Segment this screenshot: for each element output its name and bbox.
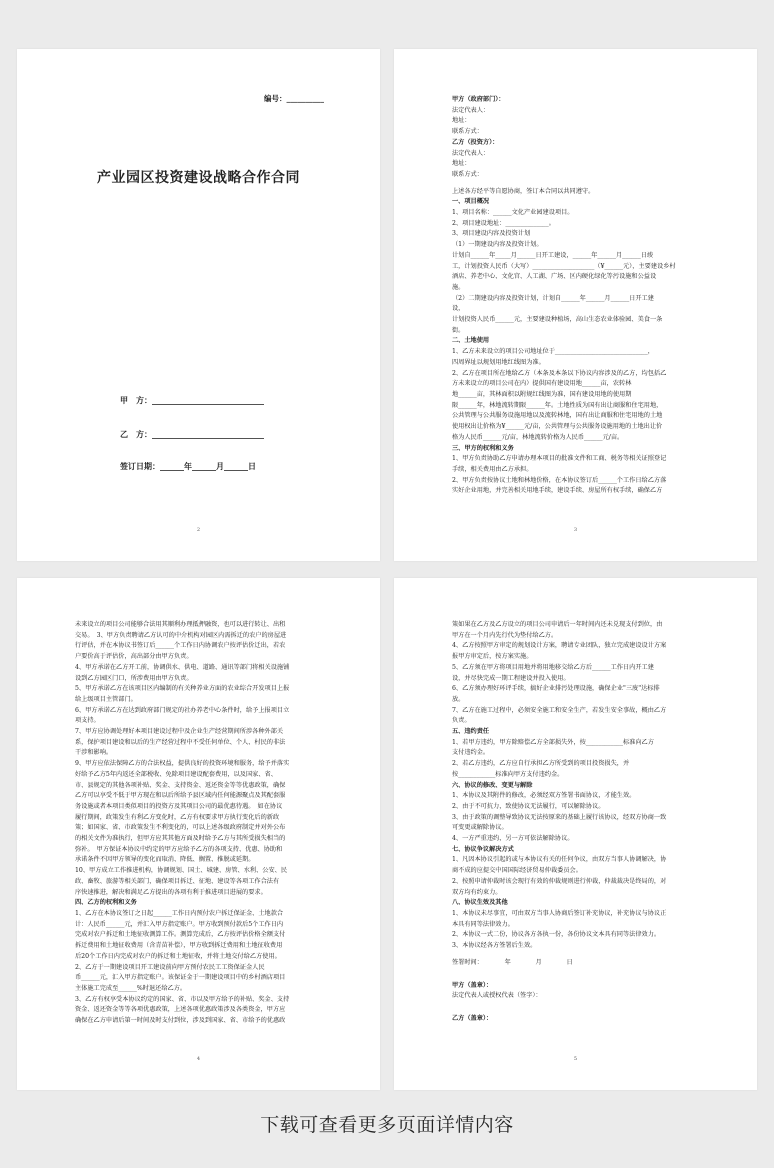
text-line: 4、一方严重违约，另一方可依法解除协议。 [452, 835, 574, 843]
text-line: 3、乙方有权享受本协议约定的国家、省、市以及甲方给予的补贴、奖金、支持 [75, 995, 290, 1003]
text-line: 计：人民币______元，并汇入甲方指定账户。甲方收到预付款后5个工作日内 [75, 920, 284, 928]
text-line: 公共管理与公共服务设施用地以及流转林地，国有出让商服和住宅用地的土地 [452, 412, 663, 420]
section-heading: 乙方（投资方）： [452, 138, 499, 146]
sign-date-line: 签订日期：______年______月______日 [120, 461, 256, 471]
text-line: 负责。 [452, 717, 471, 725]
section-heading: 一、项目概况 [452, 198, 490, 206]
text-line: 拆迁费用和土地征收费用（含青苗补偿），甲方收到拆迁费用和土地征收费用 [75, 942, 283, 950]
text-line: 5、甲方承诺乙方在该项目区内编制的有关种养业方面的农业综合开发项目上报 [75, 685, 290, 693]
text-line: 格为人民币______元/亩，林地流转价格为人民币______元/亩。 [452, 433, 624, 441]
text-line: 本具有同等法律效力。 [452, 920, 514, 928]
text-line: 法定代表人： [452, 149, 490, 157]
text-line: （1）一期建设内容及投资计划。 [452, 241, 543, 249]
text-line: 地址： [452, 117, 471, 125]
section-heading: 三、甲方的权利和义务 [452, 444, 514, 452]
text-line: 完成对农户拆迁和土地征收测算工作。测算完成后，乙方按评估价格全额支付 [75, 931, 286, 939]
text-line: 7、甲方应协调处理好本项目建设过程中及企业生产经营期间所涉各种外部关 [75, 728, 284, 736]
text-line: 2、甲方负责按协议土地和林地价格，在本协议签订后______个工作日给乙方落 [452, 476, 667, 484]
text-line: 使用权出让价格为¥______元/亩，公共管理与公共服务设施用地的土地出让价 [452, 423, 663, 431]
text-line: 务设施或者本项目类似项目的投资方及其项目公司的最优惠待遇。 如在协议 [75, 802, 283, 810]
text-line: 币______元，汇入甲方指定账户。该保证金于一期建设项目中的乡村酒店项目 [75, 974, 286, 982]
download-caption: 下载可查看更多页面详情内容 [260, 1114, 514, 1136]
text-line: 7、乙方在施工过程中，必须安全施工和安全生产，若发生安全事故，概由乙方 [452, 706, 667, 714]
text-line: 1、乙方在本协议签订之日起______工作日内预付农户拆迁保证金、土地款合 [75, 909, 284, 917]
text-line: 6、甲方承诺乙方在达到政府部门规定的社办养老中心条件时，给予上报项目立 [75, 706, 290, 714]
section-heading: 六、协议的修改、变更与解除 [452, 781, 533, 789]
text-line: 法定代表人： [452, 106, 490, 114]
document-page-cover [17, 49, 380, 561]
text-line: 5、乙方须在甲方将项目用地并将用地移交给乙方后______工作日内开工建 [452, 663, 654, 671]
document-page-2 [394, 49, 757, 561]
text-line: 系，保护项目建设和以后的生产经营过程中不受任何单位、个人、村民的非法 [75, 738, 286, 746]
text-line: 承诺条件不因甲方领导的变化而取消、降低、搁置、推脱或延期。 [75, 856, 255, 864]
text-line: 限______年，林地流转期限______年。土地性质为国有出让商服和住宅用地， [452, 401, 663, 409]
text-line: 2、项目建设地址：______________。 [452, 219, 555, 227]
text-line: 联系方式： [452, 170, 483, 178]
text-line: 计划投资人民币______元，主要建设种植场，高山生态农业体验园、美食一条 [452, 316, 663, 324]
text-line: 支付违约金。 [452, 749, 490, 757]
text-line: 2、若乙方违约，乙方应自行承担乙方所受到的项目投资损失，并 [452, 760, 630, 768]
text-line: 给上级项目主管部门。 [75, 695, 137, 703]
text-line: 干涉和影响。 [75, 749, 113, 757]
section-heading: 二、土地使用 [452, 337, 490, 345]
text-line: 履行期间，政策发生有利乙方变化时，乙方有权要求甲方执行变化后的新政 [75, 813, 280, 821]
section-heading: 五、违约责任 [452, 728, 490, 736]
text-line: 确保在乙方申请后第一时间及时支付到位，涉及到国家、省、市给予的优惠政 [75, 1017, 286, 1025]
page-body [75, 620, 338, 1027]
section-heading: 八、协议生效及其他 [452, 899, 508, 907]
text-line: 行评估，并在本协议书签订后______个工作日内协调农户按评估价迁出，若农 [75, 642, 286, 650]
page-number: 4 [196, 1056, 201, 1062]
text-line: 签署时间： 年 月 日 [452, 958, 573, 966]
text-line: 项支持。 [75, 717, 100, 725]
text-line: 后20个工作日内完成对农户的拆迁和土地征收，并将土地交付给乙方使用。 [75, 952, 281, 960]
text-line: 策如果在乙方及乙方设立的项目公司申请后一年时间内还未兑现支付到位，由 [452, 621, 663, 628]
text-line: 街。 [452, 326, 465, 334]
text-line: 实好企业用地，并完善相关用地手续，建设手续、房屋所有权手续，确保乙方 [452, 487, 663, 495]
text-line: 方未来设立的项目公司在内）提供国有建设用地______亩，农转林 [452, 380, 632, 388]
text-line: 弥补。 甲方保证本协议中约定的甲方应给予乙方的各项支持、优惠、协助和 [75, 845, 283, 853]
text-line: 未来设立的项目公司能够合法用其顺利办理抵押融资，也可以进行转让、出租 [75, 621, 286, 628]
text-line: 1、项目名称：______文化产业园建设项目。 [452, 209, 574, 217]
page-number: 2 [196, 527, 201, 533]
text-line [452, 1002, 715, 1014]
text-line: 双方均有约束力。 [452, 888, 502, 896]
text-line: 乙方可以享受不低于甲方现在和以后所给予县区域内任何能源聚点及其配套服 [75, 792, 286, 800]
text-line: 四周界址以规划用地红线图为准。 [452, 358, 545, 366]
text-line: 6、乙方须办理好环评手续，搞好企业排污处理设施，确保企业"三废"达标排 [452, 685, 660, 693]
text-line: 可变更或解除协议。 [452, 824, 508, 832]
text-line: 1、甲方负责协助乙方申请办理本项目的批准文件和工商、税务等相关证照登记 [452, 455, 667, 463]
text-line: 计划自______年_____月______日开工建设，______年______月______日竣 [452, 251, 654, 259]
text-line: （2）二期建设内容及投资计划，计划自______年______月______日开工建 [452, 294, 654, 302]
party-a-line: 甲 方：____________________________ [120, 395, 264, 405]
text-line: 户要价高于评估价，高出部分由甲方负责。 [75, 653, 193, 661]
text-line: 1、乙方未来设立的项目公司地址位于______________________________， [452, 348, 654, 356]
text-line: 2、本协议一式二份，协议各方各执一份，各份协议文本具有同等法律效力。 [452, 931, 661, 939]
section-heading: 甲方（政府部门）： [452, 96, 505, 103]
text-line: 2、乙方在项目所在地给乙方（本条及本条以下协议内容涉及的乙方，均包括乙 [452, 369, 667, 377]
text-line: 设， [452, 305, 465, 313]
text-line: 市、县规定的其他各项补贴、奖金、支持资金、返还资金等等优惠政策，确保 [75, 781, 286, 789]
text-line: 按____________标准向甲方支付违约金。 [452, 770, 564, 778]
text-line: 2、按照申请仲裁时该会现行有效的仲裁规则进行仲裁，仲裁裁决是终局的，对 [452, 877, 667, 885]
text-line: 地址： [452, 160, 471, 168]
text-line: 设到乙方园区门口，所涉费用由甲方负责。 [75, 674, 193, 682]
page-number: 5 [573, 1056, 578, 1062]
text-line [452, 969, 715, 981]
text-line: 上述各方经平等自愿协商，签订本合同以共同遵守。 [452, 187, 595, 195]
section-heading: 七、协议争议解决方式 [452, 845, 514, 853]
text-line: 4、乙方按照甲方审定的规划设计方案，聘请专业团队，独立完成建设设计方案 [452, 642, 667, 650]
text-line: 法定代表人或授权代表（签字）： [452, 992, 542, 1000]
page-body [452, 95, 715, 497]
text-line: 9、甲方应依法保障乙方的合法权益，提供良好的投资环境和服务，给予并落实 [75, 760, 290, 768]
section-heading: 四、乙方的权利和义务 [75, 899, 137, 907]
text-line: 酒店、养老中心、文化宫、人工湖、广场、区内硬化绿化等污设施和公益设 [452, 273, 657, 281]
contract-title: 产业园区投资建设战略合作合同 [97, 170, 300, 186]
text-line: 好给予乙方5年内返还全部税收、免除项目建设配套费用，以及国家、省、 [75, 770, 277, 778]
text-line: 10、甲方成立工作推进机构，协调规划、国土、城建、房管、水利、公安、民 [75, 867, 288, 875]
section-heading: 乙方（盖章）： [452, 1014, 493, 1022]
text-line: 4、甲方承诺在乙方开工前，协调供水、供电、道路、通讯等部门将相关设施铺 [75, 663, 290, 671]
text-line: 工，计划投资人民币（大写）____________________（¥______元），主要建设乡村 [452, 262, 676, 270]
text-line: 设，并尽快完成一期工程建设并投入使用。 [452, 674, 570, 682]
text-line: 主体施工完成至______%时退还给乙方。 [75, 984, 187, 992]
text-line: 施。 [452, 283, 465, 291]
text-line: 地______亩，其林面积以附规红线图为准，国有建设用地的使用期 [452, 390, 632, 398]
text-line: 交易。 3、甲方负责聘请乙方认可的中介机构对园区内需拆迁的农户的房屋进 [75, 631, 287, 639]
text-line: 政、畜牧、旅游等相关部门，确保项目拆迁、征地、建设等各项工作合法有 [75, 877, 280, 885]
text-line: 3、项目建设内容及投资计划 [452, 230, 531, 238]
text-line: 1、若甲方违约，甲方除赔偿乙方全部损失外，按____________标准向乙方 [452, 738, 654, 746]
text-line: 3、本协议经各方签署后生效。 [452, 942, 537, 950]
text-line: 3、由于政策的调整导致协议无法按原来的基础上履行该协议，经双方协商一致 [452, 813, 667, 821]
text-line: 1、本协议及其附件的修改，必须经双方签署书面协议，才能生效。 [452, 792, 636, 800]
text-line: 策；如国家、省、市政策发生不利变化的，可以上述各级政府制定并对外公布 [75, 824, 286, 832]
text-line: 的相关文件为准执行，但甲方应其其他方面及时给予乙方与其所受损失相当的 [75, 835, 286, 843]
text-line: 1、本协议未尽事宜，可由双方当事人协商后签订补充协议，补充协议与协议正 [452, 909, 667, 917]
text-line: 联系方式： [452, 128, 483, 136]
party-b-line: 乙 方：____________________________ [120, 429, 264, 439]
text-line: 手续，相关费用由乙方承担。 [452, 465, 533, 473]
text-line: 甲方在一个月内先行代为垫付给乙方。 [452, 631, 558, 639]
document-page-3 [17, 578, 380, 1090]
text-line: 商不成的应提交中国国际经济贸易仲裁委员会。 [452, 867, 582, 875]
text-line: 2、由于不可抗力，致使协议无法履行，可以解除协议。 [452, 802, 605, 810]
page-number: 3 [573, 527, 578, 533]
document-page-4 [394, 578, 757, 1090]
contract-number-label: 编号：__________ [264, 94, 324, 103]
text-line: 资金、返还资金等等各项优惠政策，上述各项优惠政策涉及各类资金，甲方应 [75, 1006, 286, 1014]
text-line: 报甲方审定后，按方案实施。 [452, 653, 533, 661]
text-line: 放。 [452, 695, 465, 703]
text-line: 序快速推进，解决和满足乙方提出的各项有利于推进项目进展的要求。 [75, 888, 267, 896]
section-heading: 甲方（盖章）： [452, 981, 493, 989]
page-body [452, 620, 715, 1025]
text-line: 2、乙方于一期建设项目开工建设前向甲方预付农民工工资保证金人民 [75, 963, 265, 971]
text-line: 1、凡因本协议引起的或与本协议有关的任何争议，由双方当事人协调解决，协 [452, 856, 667, 864]
